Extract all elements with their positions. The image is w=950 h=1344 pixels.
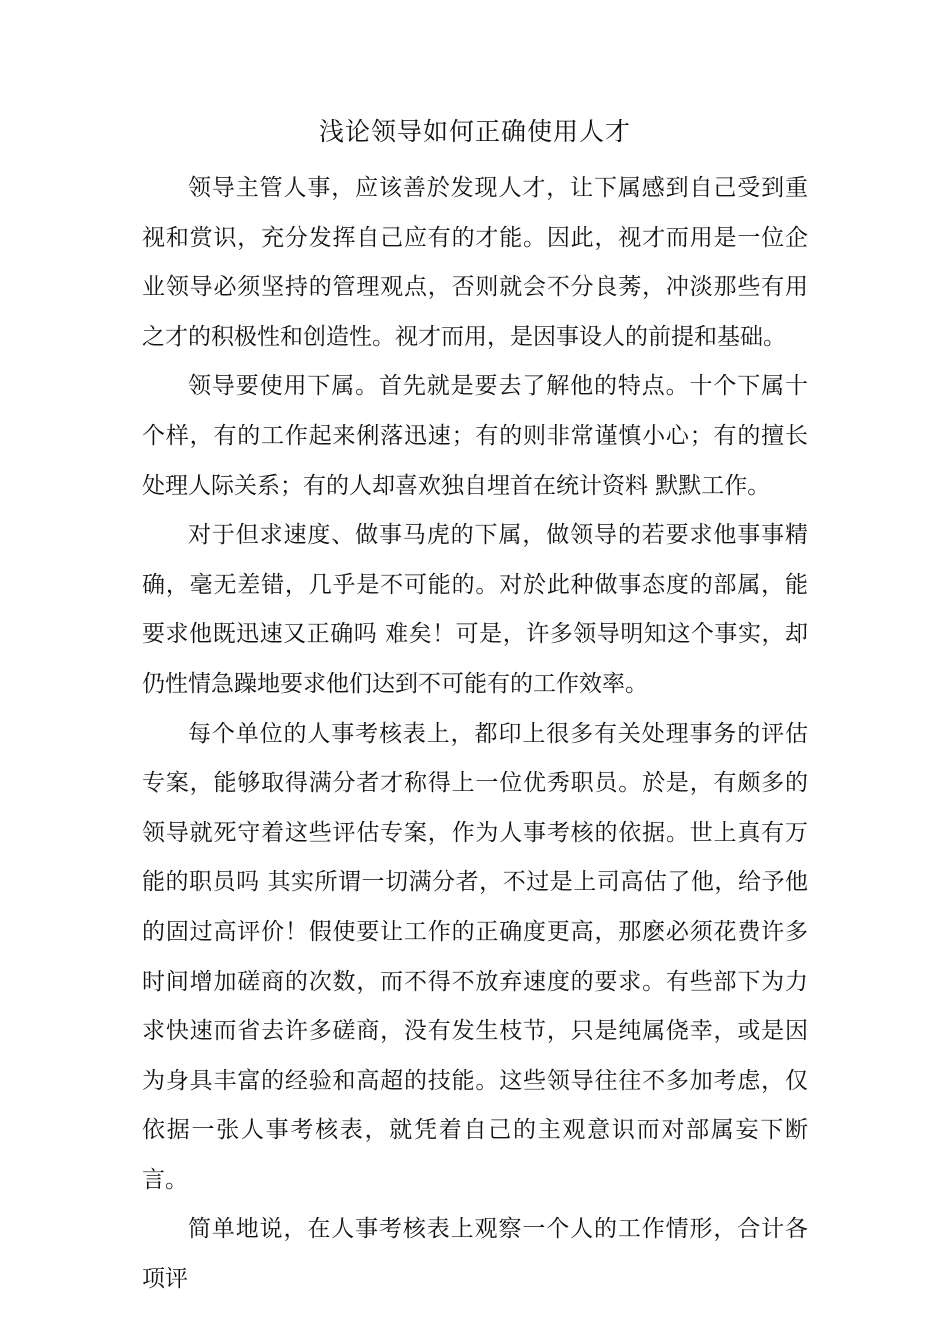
paragraph-4: 每个单位的人事考核表上，都印上很多有关处理事务的评估专案，能够取得满分者才称得上一位优秀职员。於是，有颇多的领导就死守着这些评估专案，作为人事考核的依据。世上真有万能的职员吗 其实所谓一切满分者，不过是上司高估了他，给予他的固过高评价！假使要让工作的正确度更高，那麽必须花费许多时间增加磋商的次数，而不得不放弃速度的要求。有些部下为力求快速而省去许多磋商，没有发生枝节，只是纯属侥幸，或是因为身具丰富的经验和高超的技能。这些领导往往不多加考虑，仅依据一张人事考核表，就凭着自己的主观意识而对部属妄下断言。	[142, 720, 808, 1193]
paragraph-5: 简单地说，在人事考核表上观察一个人的工作情形，合计各项评	[142, 1216, 808, 1293]
paragraph-3: 对于但求速度、做事马虎的下属，做领导的若要求他事事精确，毫无差错，几乎是不可能的。对於此种做事态度的部属，能要求他既迅速又正确吗 难矣！可是，许多领导明知这个事实，却仍性情急躁地要求他们达到不可能有的工作效率。	[142, 522, 808, 697]
paragraph-2: 领导要使用下属。首先就是要去了解他的特点。十个下属十个样，有的工作起来俐落迅速；有的则非常谨慎小心；有的擅长处理人际关系；有的人却喜欢独自埋首在统计资料 默默工作。	[142, 373, 808, 499]
paragraph-1: 领导主管人事，应该善於发现人才，让下属感到自己受到重视和赏识，充分发挥自己应有的才能。因此，视才而用是一位企业领导必须坚持的管理观点，否则就会不分良莠，冲淡那些有用之才的积极性和创造性。视才而用，是因事设人的前提和基础。	[142, 175, 808, 350]
document-body	[142, 164, 808, 1305]
document-title: 浅论领导如何正确使用人才	[318, 117, 631, 146]
